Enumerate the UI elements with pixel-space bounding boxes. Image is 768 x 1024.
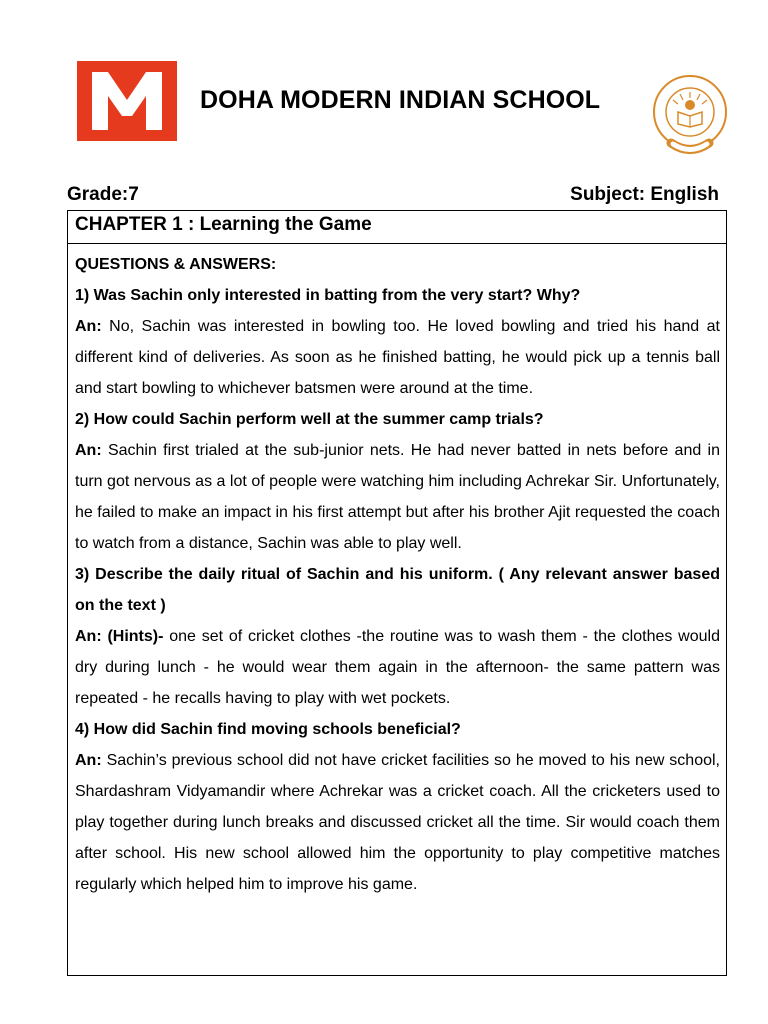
qa-content	[68, 244, 726, 900]
answer-label: An:	[75, 752, 102, 769]
answer-4	[75, 745, 720, 900]
cbse-seal	[651, 72, 729, 160]
content-box	[67, 210, 727, 976]
school-logo	[77, 61, 177, 141]
question-1: 1) Was Sachin only interested in batting from the very start? Why?	[75, 287, 581, 304]
school-name: DOHA MODERN INDIAN SCHOOL	[200, 86, 601, 114]
answer-1	[75, 311, 720, 404]
answer-label: An:	[75, 442, 102, 459]
question-2: 2) How could Sachin perform well at the summer camp trials?	[75, 411, 544, 428]
answer-label: An: (Hints)-	[75, 628, 164, 645]
grade-label: Grade:7	[67, 184, 139, 205]
question-3: 3) Describe the daily ritual of Sachin and his uniform. ( Any relevant answer based on the text )	[75, 566, 720, 614]
answer-text: No, Sachin was interested in bowling too. He loved bowling and tried his hand at different kind of deliveries. As soon as he finished batting, he would pick up a tennis ball and start bowling to whichever batsmen were around at the time.	[75, 318, 720, 397]
subject-label: Subject: English	[570, 184, 719, 205]
answer-text: Sachin’s previous school did not have cricket facilities so he moved to his new school, Shardashram Vidyamandir where Achrekar was a cricket coach. All the cricketers used to play together during lunch breaks and discussed cricket all the time. Sir would coach them after school. His new school allowed him the opportunity to play competitive matches regularly which helped him to improve his game.	[75, 752, 720, 893]
question-4: 4) How did Sachin find moving schools beneficial?	[75, 721, 461, 738]
chapter-title: CHAPTER 1 : Learning the Game	[68, 211, 726, 244]
section-title: QUESTIONS & ANSWERS:	[75, 256, 277, 273]
answer-3	[75, 621, 720, 714]
logo-m-mark	[90, 70, 164, 132]
answer-text: one set of cricket clothes -the routine was to wash them - the clothes would dry during lunch - he would wear them again in the afternoon- the same pattern was repeated - he recalls having to play with wet pockets.	[75, 628, 720, 707]
answer-text: Sachin first trialed at the sub-junior nets. He had never batted in nets before and in turn got nervous as a lot of people were watching him including Achrekar Sir. Unfortunately, he failed to make an impact in his first attempt but after his brother Ajit requested the coach to watch from a distance, Sachin was able to play well.	[75, 442, 720, 552]
answer-label: An:	[75, 318, 102, 335]
answer-2	[75, 435, 720, 559]
